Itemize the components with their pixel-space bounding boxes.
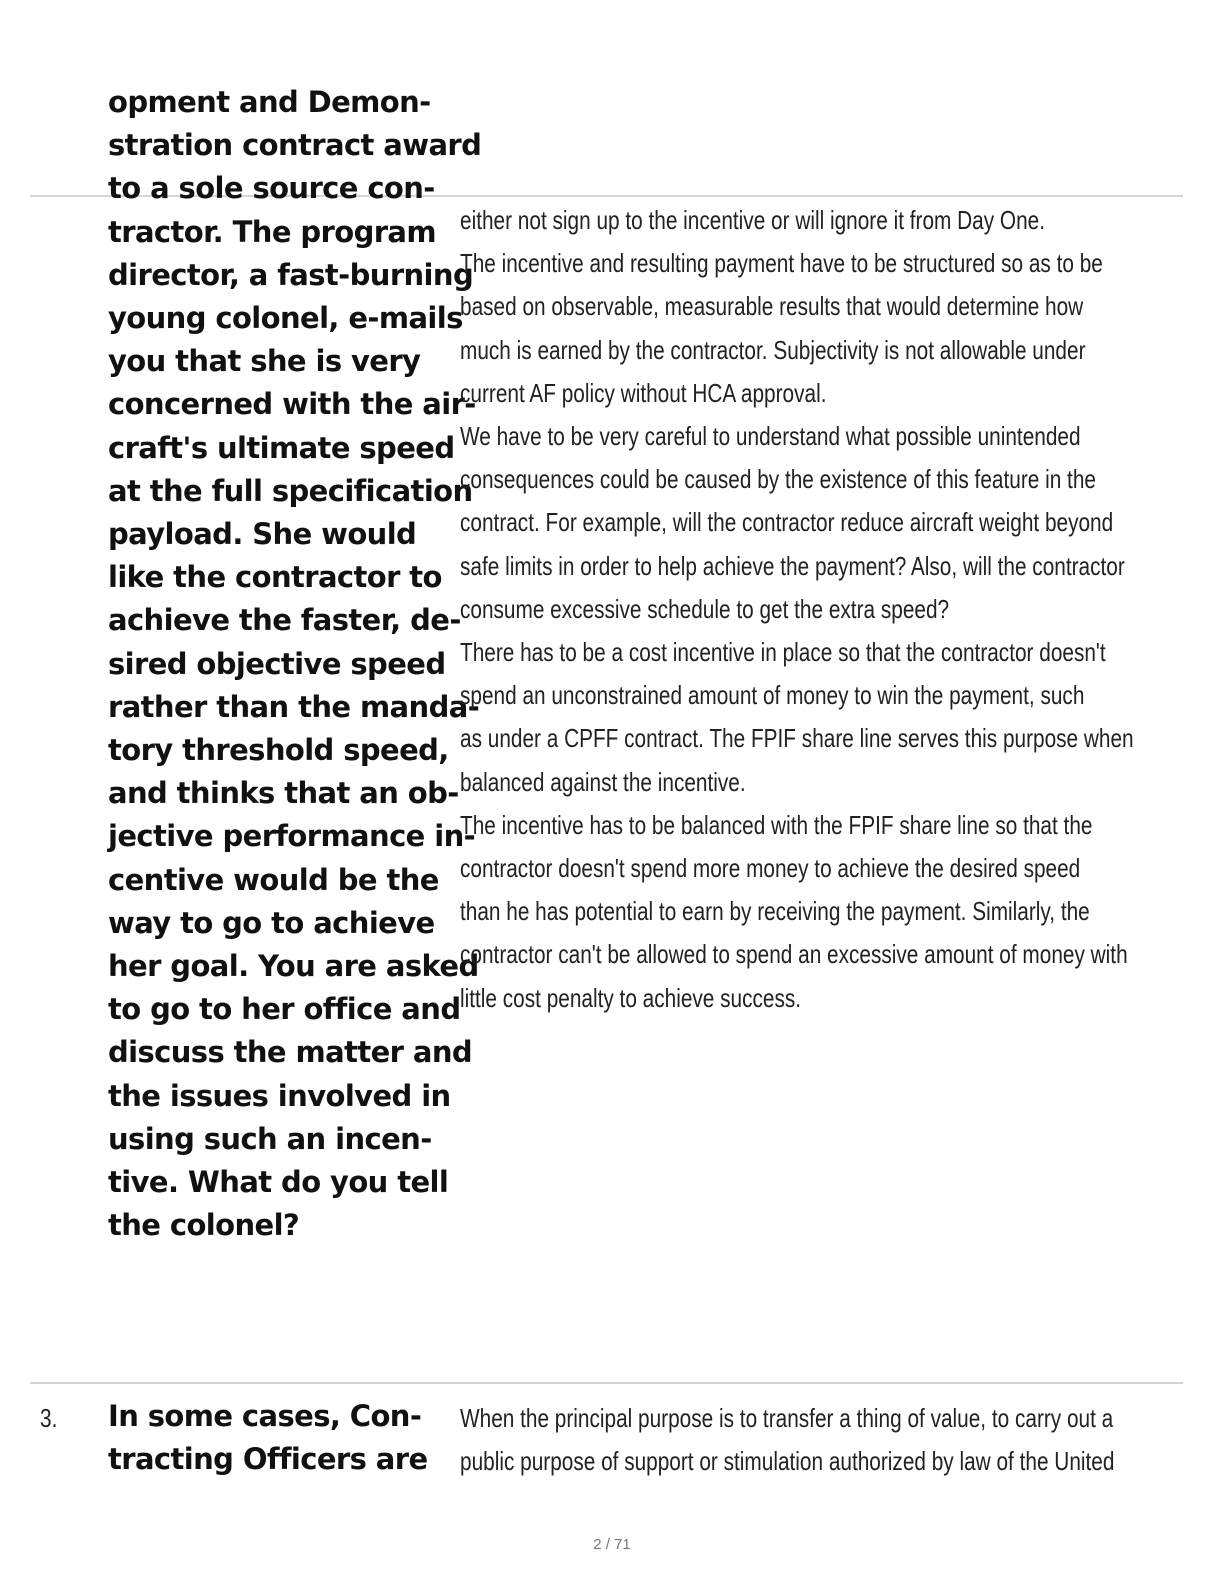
answer-line: There has to be a cost incentive in place so that the contractor doesn't [460, 637, 1106, 668]
question-line: to a sole source con- [108, 171, 435, 206]
question-line: tory threshold speed, [108, 733, 449, 768]
answer-line: The incentive has to be balanced with the FPIF share line so that the [460, 809, 1093, 840]
item-number: 3. [40, 1403, 58, 1433]
answer-line: safe limits in order to help achieve the payment? Also, will the contractor [460, 550, 1125, 581]
question-line: rather than the manda- [108, 689, 480, 724]
answer-line: We have to be very careful to understand what possible unintended [460, 421, 1081, 452]
question-line: craft's ultimate speed [108, 430, 455, 465]
question-line: the colonel? [108, 1208, 300, 1243]
question-line: stration contract award [108, 128, 482, 163]
answer-paragraph [460, 242, 1103, 415]
question-line: opment and Demon- [108, 85, 431, 119]
answer-line: consequences could be caused by the existence of this feature in the [460, 464, 1096, 495]
question-line: achieve the faster, de- [108, 603, 461, 638]
answer-paragraph [460, 631, 1134, 804]
question-line: way to go to achieve [108, 905, 435, 940]
answer-line: than he has potential to earn by receiving the payment. Similarly, the [460, 896, 1090, 927]
question-line: payload. She would [108, 517, 417, 552]
answer-3 [460, 1397, 1115, 1483]
answer-line: much is earned by the contractor. Subjectivity is not allowable under [460, 334, 1086, 365]
answer-line: based on observable, measurable results that would determine how [460, 291, 1084, 322]
row-divider-item-3 [30, 1382, 1183, 1384]
page-number: 2 / 71 [593, 1536, 631, 1553]
question-line: director, a fast-burning [108, 257, 474, 292]
answer-paragraph [460, 804, 1128, 1020]
question-line: tracting Officers are [108, 1442, 428, 1477]
question-line: at the full specification [108, 473, 473, 508]
answer-line: contract. For example, will the contractor reduce aircraft weight beyond [460, 507, 1114, 538]
question-line: tive. What do you tell [108, 1165, 449, 1200]
answer-line: contractor doesn't spend more money to achieve the desired speed [460, 853, 1081, 884]
question-line: her goal. You are asked [108, 949, 479, 984]
answer-line: as under a CPFF contract. The FPIF share line serves this purpose when [460, 723, 1134, 754]
question-line: using such an incen- [108, 1121, 432, 1156]
question-line: tractor. The program [108, 214, 437, 249]
answer-2 [460, 199, 1134, 1020]
answer-line: little cost penalty to achieve success. [460, 982, 802, 1013]
question-line: and thinks that an ob- [108, 776, 459, 811]
answer-line: public purpose of support or stimulation authorized by law of the United [460, 1446, 1115, 1477]
question-2-continued [108, 81, 482, 1247]
question-3 [108, 1395, 460, 1481]
answer-line: consume excessive schedule to get the extra speed? [460, 593, 950, 624]
answer-paragraph [460, 415, 1125, 631]
question-line: to go to her office and [108, 992, 461, 1027]
answer-line: When the principal purpose is to transfer a thing of value, to carry out a [460, 1403, 1114, 1433]
question-line: the issues involved in [108, 1078, 451, 1113]
answer-line: balanced against the incentive. [460, 766, 746, 797]
question-line: centive would be the [108, 862, 439, 897]
question-line: jective performance in- [108, 819, 476, 854]
question-line: sired objective speed [108, 646, 446, 681]
question-line: concerned with the air- [108, 387, 476, 422]
question-line: In some cases, Con- [108, 1399, 422, 1433]
question-line: you that she is very [108, 344, 421, 379]
question-line: like the contractor to [108, 560, 442, 595]
answer-line: either not sign up to the incentive or will ignore it from Day One. [460, 205, 1045, 235]
answer-line: current AF policy without HCA approval. [460, 377, 827, 408]
question-line: discuss the matter and [108, 1035, 473, 1070]
answer-paragraph [460, 199, 1045, 242]
answer-line: contractor can't be allowed to spend an excessive amount of money with [460, 939, 1128, 970]
answer-line: spend an unconstrained amount of money to win the payment, such [460, 680, 1085, 711]
answer-line: The incentive and resulting payment have to be structured so as to be [460, 248, 1103, 279]
question-line: young colonel, e-mails [108, 301, 463, 336]
